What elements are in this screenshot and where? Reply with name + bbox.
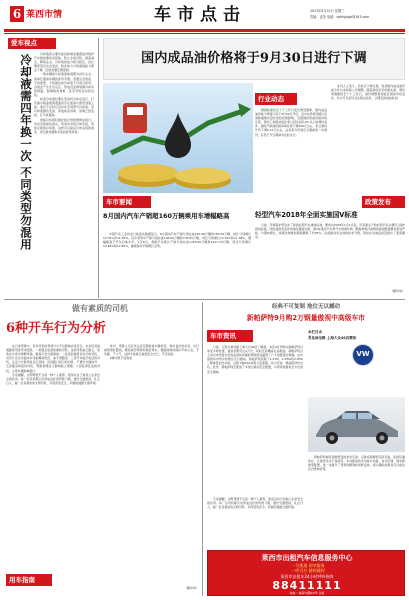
lower-column-divider (202, 302, 203, 596)
promo-kicker: 经典不可复制 地位无以撼动 (272, 304, 340, 310)
feature-body-col2 (104, 344, 199, 584)
oil-drop-coins-icon (103, 83, 253, 193)
promo-body-bottom (207, 497, 303, 547)
lead-body (255, 108, 327, 194)
upper-section-rule (4, 299, 405, 300)
car-info-tag: 车市资讯 (207, 330, 253, 342)
service-line-3: 莱西市出租车24小时呼叫热线 (280, 574, 334, 579)
service-line-1: 一号拨通 即享服务 (291, 563, 325, 568)
usage-guide-tag: 用车指南 (6, 574, 52, 586)
promo-para-2: 新帕萨特拥有宽敞舒适的乘坐空间，后排座椅腿部空间充裕，座椅包裹性好，长途乘坐也不易疲劳。车内配备的多功能方向盘、自动空调、倒车影像等配置，进一步提升了驾乘的便利性和舒适性。感兴趣的消费者可以前往店内垂询试驾。 (308, 455, 405, 472)
left-column-tag: 爱车视点 (8, 38, 56, 49)
feature-headline: 6种开车行为分析 (6, 321, 107, 337)
policy-source: （据中华） (389, 289, 405, 293)
left-column-divider (98, 38, 99, 298)
dealer-box (308, 330, 405, 396)
policy-tag: 政策发布 (362, 196, 405, 208)
header-rule (4, 29, 405, 32)
feature-para-1: 在日常驾驶中，有些司机的驾驶行为不仅影响自身安全，也会给其他道路使用者带来困扰。一是随意变道加塞的司机，这类司机缺乏耐心，喜欢在车流中频繁穿插，极易引发交通事故；二是夜间滥用远光灯的司机，远光灯会让对面来车司机瞬间致盲，看不清路况；三是开车接打电话的司机，注意力分散导致反应迟钝；四是路口抢行的司机，不遵守交通信号；五是随意鸣笛的司机，既制造噪音又影响他人情绪；六是乱停乱放的司机，占用车道影响通行。 (6, 344, 100, 373)
feature-body-col1 (6, 344, 100, 570)
left-column-vertical-title: 冷却液需四年换一次 不同类型勿混用 (19, 54, 33, 251)
service-line-2: 一呼百应 随叫随到 (291, 568, 325, 573)
passat-car-image (308, 397, 405, 452)
lead-headline-box (103, 38, 405, 80)
section-name: 莱西市情 (26, 9, 63, 20)
header-banner: 车市点击 (154, 5, 246, 25)
left-para-2: 一般车辆的冷却液更换周期为四年左右，具体还要看车辆的使用手册。需要注意的是，不同类型、不同颜色的冷却液不可混合使用，否则会产生化学反应，形成沉淀物堵塞冷却系统管路，影响散热效果，甚至导致发动机过热。 (34, 72, 94, 97)
feature-source: （据中华） (183, 586, 199, 590)
left-para-3: 检查冷却液时要在发动机冷却后进行，打开副水箱盖观察液面是否在最高与最低刻度之间。液位不足时应及时补充同型号冷却液。若冷却液颜色变深、浑浊或有异味，说明已经变质，应尽快更换。 (34, 97, 94, 118)
feature-headline-line: 6种司机不受欢迎 (110, 356, 133, 361)
car-news-para: 中国汽车工业协会日前发布数据显示，8月国内汽车产销分别完成161.68万辆和160.09万辆，同比分别增长12.76%和11.05%。其中乘用车产销分别完成136.69万辆和133.65万辆，同比分别增长14.39%和11.38%，增幅略高于汽车总体水平。1至8月，我国汽车累计产销分别完成1418.56万辆和1411.79万辆，同比分别增长13.48%和12.86%，继续保持平稳增长态势。 (103, 232, 251, 249)
lead-headline: 国内成品油价格将于9月30日进行下调 (141, 51, 367, 67)
feature-para-2: 专家提醒，文明驾驶不仅是一种个人素养，更是对自己和他人生命安全的负责。每一位司机都应该养成良好的驾驶习惯，遵守交通规则，礼让行人，做一名有素质的文明司机，共同营造安全、和谐的道路交通环境。 (6, 372, 100, 385)
lead-body-right (331, 84, 405, 194)
car-news-tag: 车市要闻 (103, 196, 151, 208)
industry-tag: 行业动态 (255, 93, 297, 105)
page-header (0, 0, 409, 40)
promo-body-right (308, 455, 405, 550)
service-title: 莱西市出租汽车信息服务中心 (261, 553, 353, 562)
left-para-4: 更换冷却液时最好到正规的维修站进行，先将旧液彻底排出，用清水冲洗冷却系统，再加注新的冷却液，这样可以保证冷却系统的清洁，延长散热器和水泵的使用寿命。 (34, 117, 94, 134)
promo-para-3: 专家提醒，文明驾驶不仅是一种个人素养，更是对自己和他人生命安全的负责。每一位司机都应该养成良好的驾驶习惯，遵守交通规则，礼让行人，做一名有素质的文明司机，共同营造安全、和谐的道路交通环境。 (207, 497, 303, 510)
car-news-headline: 8月国内汽车产销超160万辆乘用车增幅略高 (103, 212, 230, 220)
lead-para-1: 据国际油价近十个工作日变化情况测算，国内成品油价格下调窗口将于9月30日开启。受中东局势趋缓以及美联储维持量化宽松政策影响，近期国际原油价格持续走低，国内三地原油变化率已经达到负4%以上的调价条件，届时汽柴油价格每吨有望下调200元左右，折合到每升约下调0.15元左右。这将是今年国庆长假前的一次调价，有利于节日期间市民的出行。 (255, 108, 327, 137)
dealer-line-2: 青岛神龙路·上海大众4S店赞助 (308, 335, 357, 340)
dealer-line-1: 本栏目由 (308, 330, 322, 334)
feature-para-3: 此外，驾驶人还应该注意定期检查车辆状况，保持良好的车况，出行前规划好路线，避免疲劳驾驶和酒后驾车。遇到拥堵时保持平和心态，不急躁、不斗气，这样才能真正做到安全出行，平安到家。 (104, 344, 199, 357)
feature-headline-box (6, 318, 199, 340)
promo-headline: 新帕萨特9月购2万钢量傲视中高级车市 (246, 314, 366, 322)
policy-headline: 轻型汽车2018年全面实施国Ⅴ标准 (255, 211, 358, 219)
header-date: 2013年9月25日 星期三 (310, 9, 345, 13)
header-rule-thin (4, 33, 405, 34)
service-phone: 88411111 (272, 579, 342, 592)
page-number-badge: 6 (10, 6, 24, 22)
policy-body (255, 223, 405, 289)
left-column-body (34, 52, 94, 297)
sedan-car-icon (308, 397, 405, 452)
promo-body-left (207, 345, 303, 495)
taxi-service-box (207, 550, 405, 596)
car-news-body (103, 232, 251, 296)
vw-logo-icon: VW (352, 344, 374, 366)
promo-para-1: 日前，记者从神龙路上海大众4S店了解到，本店9月份购买新帕萨特可享受丰厚优惠，最高优惠可达2万元，同时还有精美礼品相送。新帕萨特自上市以来凭借出色的品质和卓越的驾驶感受赢得了广大消费者的青睐，在中高级车市场中的地位无以撼动。新帕萨特搭载了1.4TSI、1.8TSI和2.0TSI三种排量的发动机，匹配7速DSG双离合变速箱，动力充沛，燃油经济性出色。此外，新帕萨特还配备了多项主被动安全配置，为驾乘者提供全方位的安全保障。 (207, 345, 303, 374)
service-footer: 地址：威海中路19号·合信 (289, 591, 325, 595)
oil-price-illustration (103, 83, 253, 193)
left-para-1: 冷却液的主要功能是抑制金属腐蚀并保护汽车散热器免受侵蚀，防止水垢沉积，提高沸点，降低冰点。冷却液的成分相当稳定，但长期使用后也会变质，防冻能力与防腐蚀能力都会下降，因此需要定期更换。 (34, 52, 94, 73)
header-editor: 责编：孟莹 电邮：qdbhjjsgb@163.com (310, 15, 370, 19)
feature-kicker: 做有素质的司机 (72, 303, 128, 313)
policy-para: 日前，环境保护部发布了新的轻型汽车排放标准，要求自2018年1月1日起，所有新生产的轻型汽车必须符合国Ⅴ排放标准，同时鼓励有条件的地区提前实施。国Ⅴ标准对汽车尾气中氮氧化物、颗粒物等污染物的排放限值要求更加严格，与国Ⅳ相比，氮氧化物排放限值降低了约25%。这将推动车企加快技术升级，同时也对油品质量提出了更高要求。 (255, 223, 405, 240)
lead-para-2: 业内人士表示，若此次下调兑现，将是国内成品油价格今年以来的第八次调整。随着新的定价机制实施，调价周期缩短至十个工作日，油价调整更加贴近国际市场变化，车主可以密切关注相关消息，合理安排加油时间。 (331, 84, 405, 101)
